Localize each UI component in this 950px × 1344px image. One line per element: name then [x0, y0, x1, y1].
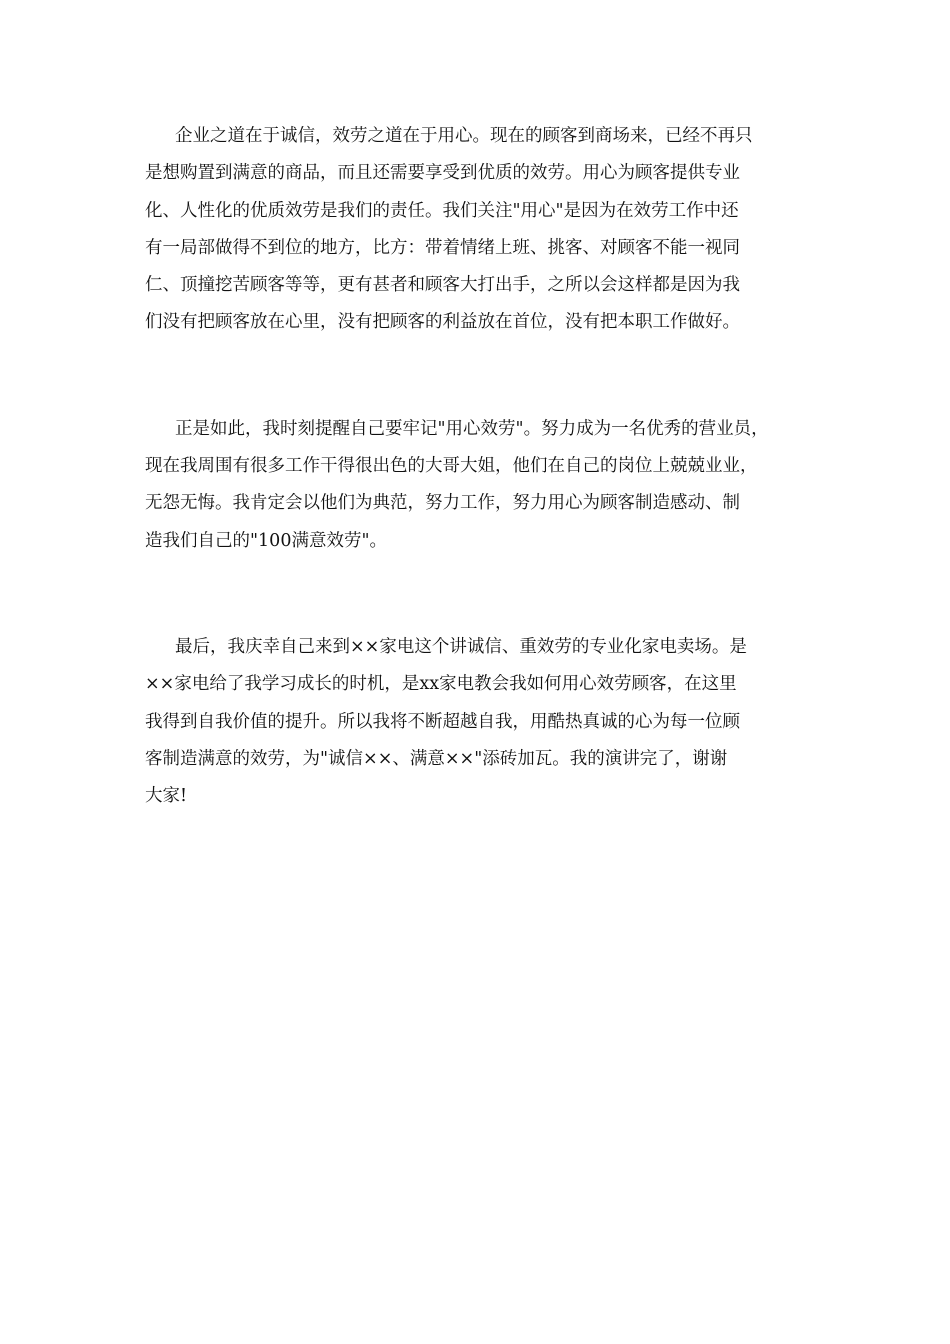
paragraph-2: [145, 411, 810, 560]
text-line: 现在我周围有很多工作干得很出色的大哥大姐，他们在自己的岗位上兢兢业业，: [145, 456, 758, 477]
paragraph-1: [145, 118, 810, 342]
text-line: 化、人性化的优质效劳是我们的责任。我们关注"用心"是因为在效劳工作中还: [145, 200, 739, 221]
text-line: 我得到自我价值的提升。所以我将不断超越自我，用酷热真诚的心为每一位顾: [145, 711, 740, 732]
text-line: 有一局部做得不到位的地方，比方：带着情绪上班、挑客、对顾客不能一视同: [145, 237, 740, 258]
paragraph-3: [145, 629, 810, 815]
text-line: 是想购置到满意的商品，而且还需要享受到优质的效劳。用心为顾客提供专业: [145, 163, 740, 184]
text-line: 造我们自己的"100满意效劳"。: [145, 530, 387, 551]
text-line: 无怨无悔。我肯定会以他们为典范，努力工作，努力用心为顾客制造感动、制: [145, 493, 740, 514]
text-line: 正是如此，我时刻提醒自己要牢记"用心效劳"。努力成为一名优秀的营业员，: [175, 418, 769, 439]
text-line: 最后，我庆幸自己来到××家电这个讲诚信、重效劳的专业化家电卖场。是: [175, 636, 747, 657]
text-line: 客制造满意的效劳，为"诚信××、满意××"添砖加瓦。我的演讲完了，谢谢: [145, 748, 728, 769]
text-line: 大家!: [145, 786, 188, 807]
text-line: 企业之道在于诚信，效劳之道在于用心。现在的顾客到商场来，已经不再只: [175, 126, 753, 146]
text-line: 们没有把顾客放在心里，没有把顾客的利益放在首位，没有把本职工作做好。: [145, 312, 740, 333]
paragraph-spacer: [145, 560, 810, 629]
text-line: 仁、顶撞挖苦顾客等等，更有甚者和顾客大打出手，之所以会这样都是因为我: [145, 275, 740, 296]
text-line: ××家电给了我学习成长的时机，是xx家电教会我如何用心效劳顾客，在这里: [145, 674, 737, 695]
paragraph-spacer: [145, 342, 810, 411]
document-body: [145, 118, 810, 815]
